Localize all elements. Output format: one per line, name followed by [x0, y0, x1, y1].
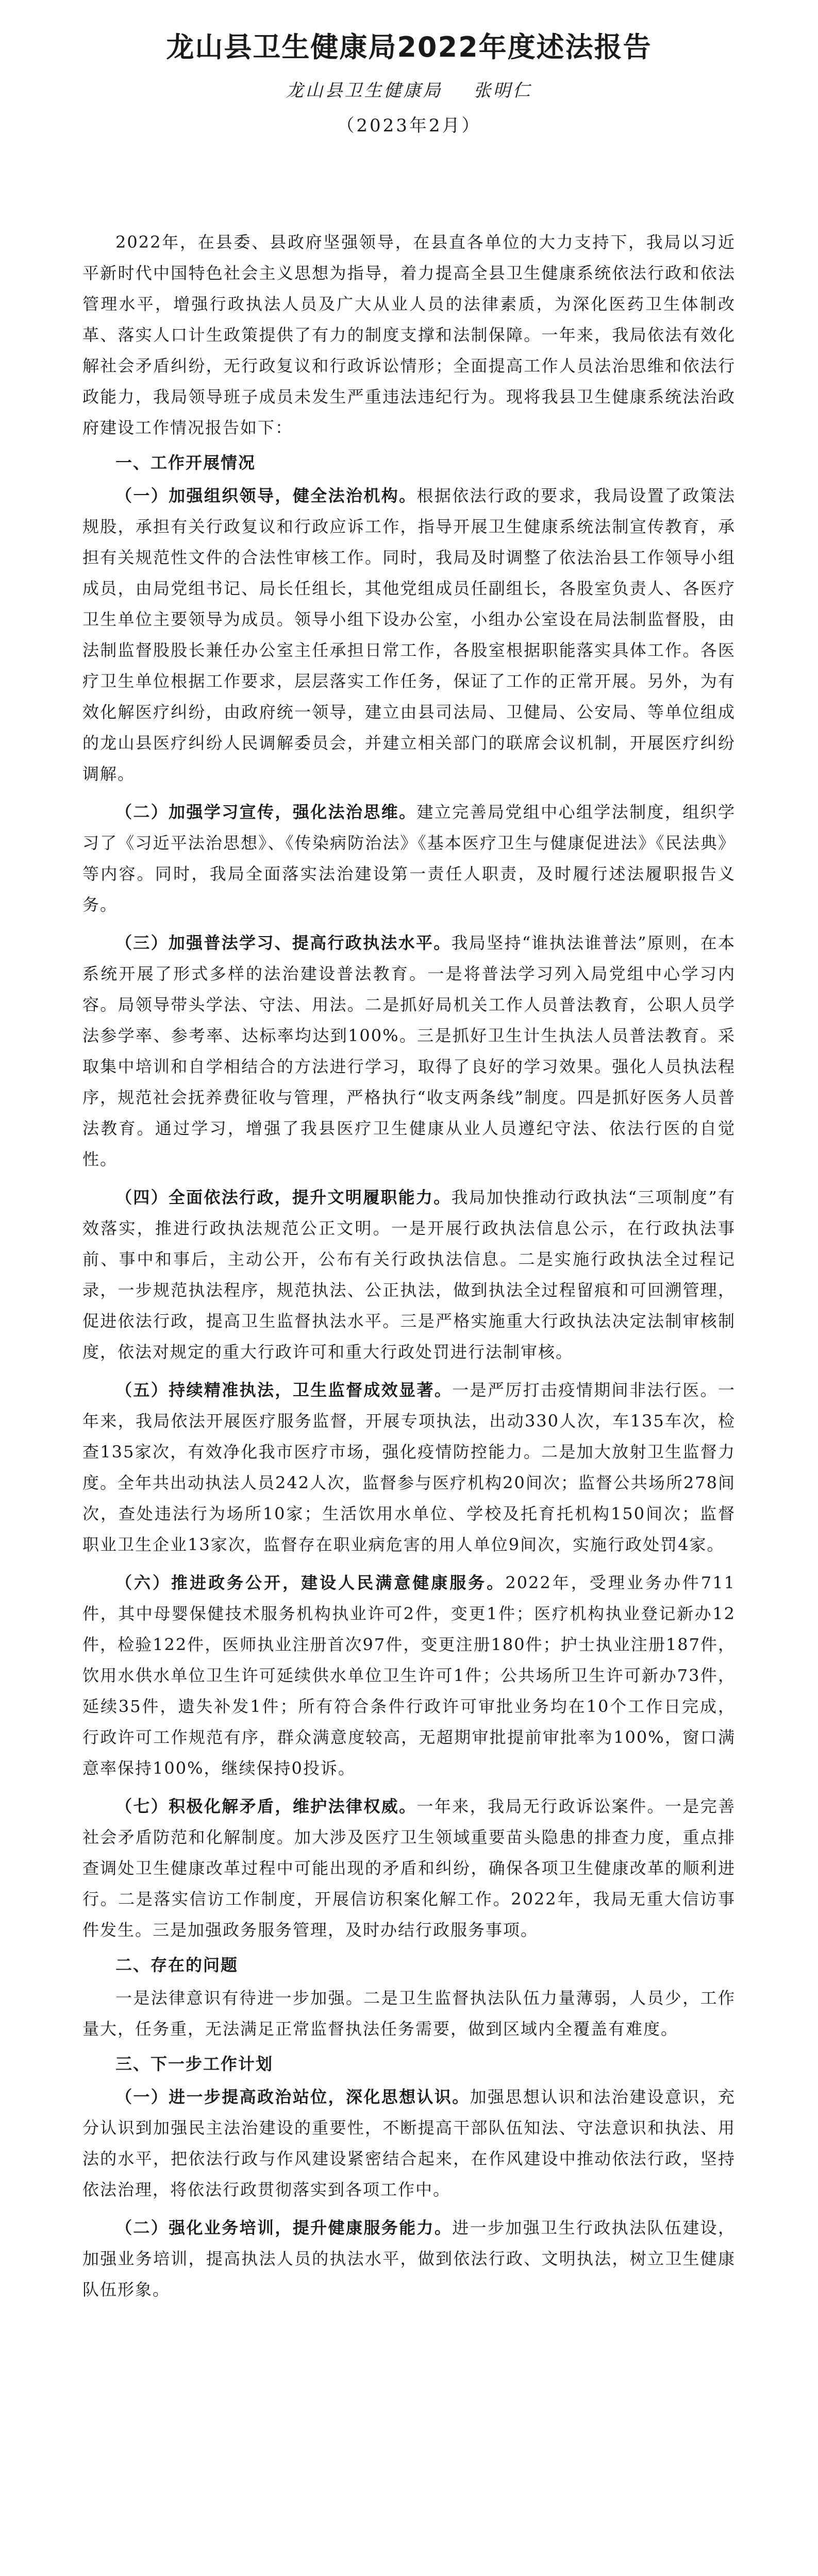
- paragraph-body: 我局加快推动行政执法“三项制度”有效落实，推进行政执法规范公正文明。一是开展行政执法信息公示，在行政执法事前、事中和事后，主动公开，公布有关行政执法信息。二是实施行政执法全过程记录，一步规范执法程序，规范执法、公正执法，做到执法全过程留痕和可回溯管理，促进依法行政，提高卫生监督执法水平。三是严格实施重大行政执法决定法制审核制度，依法对规定的重大行政许可和重大行政处罚进行法制审核。: [82, 1188, 736, 1362]
- paragraph-lead: （六）推进政务公开，建设人民满意健康服务。: [115, 1573, 506, 1592]
- paragraph-lead: （三）加强普法学习、提高行政执法水平。: [115, 933, 452, 953]
- intro-paragraph: 2022年，在县委、县政府坚强领导，在县直各单位的大力支持下，我局以习近平新时代中国特色社会主义思想为指导，着力提高全县卫生健康系统依法行政和依法管理水平，增强行政执法人员及广大从业人员的法律素质，为深化医药卫生体制改革、落实人口计生政策提供了有力的制度支撑和法制保障。一年来，我局依法有效化解社会矛盾纠纷，无行政复议和行政诉讼情形；全面提高工作人员法治思维和依法行政能力，我局领导班子成员未发生严重违法违纪行为。现将我县卫生健康系统法治政府建设工作情况报告如下：: [82, 232, 736, 437]
- paragraph: [82, 2212, 736, 2305]
- paragraph: [82, 1791, 736, 1945]
- paragraph-lead: （四）全面依法行政，提升文明履职能力。: [115, 1188, 452, 1207]
- paragraph-lead: （五）持续精准执法，卫生监督成效显著。: [115, 1380, 453, 1400]
- section-heading-work-status: 一、工作开展情况: [115, 453, 256, 472]
- paragraph: [82, 2081, 736, 2205]
- paragraph: [82, 1375, 736, 1560]
- paragraph: [82, 927, 736, 1175]
- paragraph-body: 一是法律意识有待进一步加强。二是卫生监督执法队伍力量薄弱，人员少，工作量大，任务重，无法满足正常监督执法任务需要，做到区域内全覆盖有难度。: [82, 1988, 736, 2039]
- paragraph-body: 一年来，我局无行政诉讼案件。一是完善社会矛盾防范和化解制度。加大涉及医疗卫生领域重要苗头隐患的排查力度，重点排查调处卫生健康改革过程中可能出现的矛盾和纠纷，确保各项卫生健康改革的顺利进行。二是落实信访工作制度，开展信访积案化解工作。2022年，我局无重大信访事件发生。三是加强政务服务管理，及时办结行政服务事项。: [82, 1797, 736, 1940]
- paragraph: [82, 1982, 736, 2044]
- paragraph-lead: （一）加强组织领导，健全法治机构。: [115, 486, 417, 505]
- paragraph: [82, 1182, 736, 1367]
- byline-author: 张明仁: [473, 80, 532, 101]
- byline: [82, 77, 736, 104]
- section-heading-problems: 二、存在的问题: [115, 1955, 239, 1975]
- paragraph-body: 进一步加强卫生行政执法队伍建设，加强业务培训，提高执法人员的执法水平，做到依法行政、文明执法，树立卫生健康队伍形象。: [82, 2218, 736, 2299]
- paragraph-body: 一是严厉打击疫情期间非法行医。一年来，我局依法开展医疗服务监督，开展专项执法，出动330人次，车135车次，检查135家次，有效净化我市医疗市场，强化疫情防控能力。二是加大放射卫生监督力度。全年共出动执法人员242人次，监督参与医疗机构20间次；监督公共场所278间次，查处违法行为场所10家；生活饮用水单位、学校及托育托机构150间次；监督职业卫生企业13家次，监督存在职业病危害的用人单位9间次，实施行政处罚4家。: [82, 1380, 736, 1554]
- paragraph-body: 建立完善局党组中心组学法制度，组织学习了《习近平法治思想》、《传染病防治法》《基本医疗卫生与健康促进法》《民法典》等内容。同时，我局全面落实法治建设第一责任人职责，及时履行述法履职报告义务。: [82, 802, 736, 914]
- paragraph: [82, 1567, 736, 1784]
- paragraph-lead: （一）进一步提高政治站位，深化思想认识。: [115, 2087, 470, 2107]
- document-title: 龙山县卫生健康局2022年度述法报告: [166, 31, 652, 63]
- paragraph-lead: （二）加强学习宣传，强化法治思维。: [115, 802, 417, 822]
- paragraph-lead: （二）强化业务培训，提升健康服务能力。: [115, 2218, 453, 2238]
- paragraph-lead: （七）积极化解矛盾，维护法律权威。: [115, 1797, 417, 1816]
- byline-organization: 龙山县卫生健康局: [286, 80, 443, 101]
- paragraph-body: 根据依法行政的要求，我局设置了政策法规股，承担有关行政复议和行政应诉工作，指导开展卫生健康系统法制宣传教育，承担有关规范性文件的合法性审核工作。同时，我局及时调整了依法治县工作领导小组成员，由局党组书记、局长任组长，其他党组成员任副组长，各股室负责人、各医疗卫生单位主要领导为成员。领导小组下设办公室，小组办公室设在局法制监督股，由法制监督股股长兼任办公室主任承担日常工作，各股室根据职能落实具体工作。各医疗卫生单位根据工作要求，层层落实工作任务，保证了工作的正常开展。另外，为有效化解医疗纠纷，由政府统一领导，建立由县司法局、卫健局、公安局、等单位组成的龙山县医疗纠纷人民调解委员会，并建立相关部门的联席会议机制，开展医疗纠纷调解。: [82, 486, 736, 784]
- paragraph-body: 加强思想认识和法治建设意识，充分认识到加强民主法治建设的重要性，不断提高干部队伍知法、守法意识和执法、用法的水平，把依法行政与作风建设紧密结合起来，在作风建设中推动依法行政，坚持依法治理，将依法行政贯彻落实到各项工作中。: [82, 2087, 736, 2199]
- section-heading-next-plan: 三、下一步工作计划: [115, 2054, 274, 2074]
- paragraph-body: 我局坚持“谁执法谁普法”原则，在本系统开展了形式多样的法治建设普法教育。一是将普法学习列入局党组中心学习内容。局领导带头学法、守法、用法。二是抓好局机关工作人员普法教育，公职人员学法参学率、参考率、达标率均达到100%。三是抓好卫生计生执法人员普法教育。采取集中培训和自学相结合的方法进行学习，取得了良好的学习效果。强化人员执法程序，规范社会抚养费征收与管理，严格执行“收支两条线”制度。四是抓好医务人员普法教育。通过学习，增强了我县医疗卫生健康从业人员遵纪守法、依法行医的自觉性。: [82, 933, 736, 1169]
- paragraph: [82, 480, 736, 789]
- document-date: （2023年2月）: [337, 115, 481, 136]
- paragraph: [82, 796, 736, 920]
- paragraph-body: 2022年，受理业务办件711件，其中母婴保健技术服务机构执业许可2件，变更1件；医疗机构执业登记新办12件，检验122件，医师执业注册首次97件，变更注册180件；护士执业注册187件，饮用水供水单位卫生许可延续供水单位卫生许可1件；公共场所卫生许可新办73件，延续35件，遗失补发1件；所有符合条件行政许可审批业务均在10个工作日完成，行政许可工作规范有序，群众满意度较高，无超期审批提前审批率为100%，窗口满意率保持100%，继续保持0投诉。: [82, 1573, 736, 1778]
